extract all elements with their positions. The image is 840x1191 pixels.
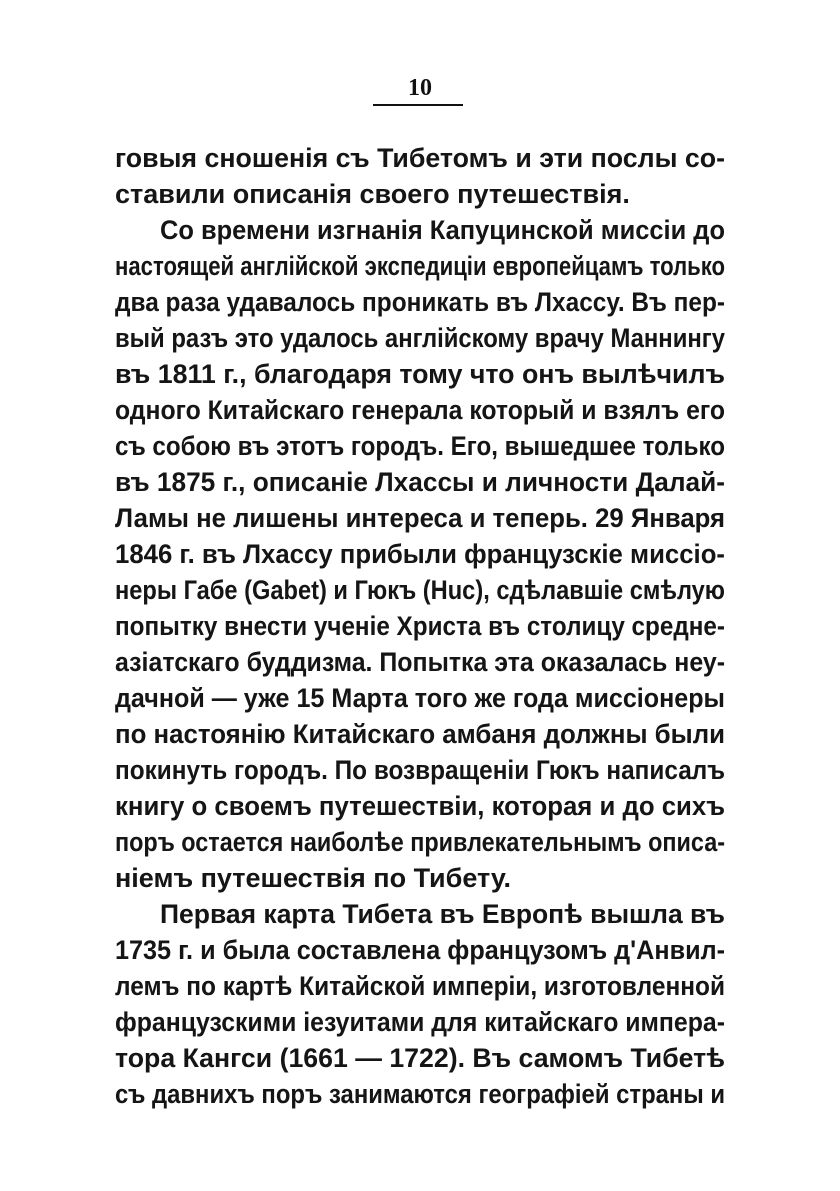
text-line: въ 1811 г., благодаря тому что онъ вылѣчилъ: [115, 359, 725, 389]
text-line: съ собою въ этотъ городъ. Его, вышедшее только: [115, 431, 725, 461]
text-line: Со времени изгнанія Капуцинской миссіи до: [160, 215, 725, 245]
text-line: два раза удавалось проникать въ Лхассу. Въ пер-: [115, 287, 725, 317]
text-line: поръ остается наиболѣе привлекательнымъ описа-: [115, 827, 725, 857]
text-line: французскими іезуитами для китайскаго импера-: [115, 1007, 725, 1037]
text-line: одного Китайскаго генерала который и взялъ его: [115, 395, 725, 425]
text-line: ставили описанія своего путешествія.: [115, 179, 630, 209]
text-line: дачной — уже 15 Марта того же года миссіонеры: [115, 683, 725, 713]
text-line: говыя сношенія съ Тибетомъ и эти послы со-: [115, 143, 725, 173]
text-line: по настоянію Китайскаго амбаня должны были: [115, 719, 725, 749]
text-line: лемъ по картѣ Китайской имперіи, изготовленной: [115, 971, 725, 1001]
text-line: покинуть городъ. По возвращеніи Гюкъ написалъ: [115, 755, 725, 785]
text-line: ніемъ путешествія по Тибету.: [115, 863, 512, 893]
text-line: съ давнихъ поръ занимаются географіей страны и: [115, 1079, 725, 1109]
text-line: вый разъ это удалось англійскому врачу Маннингу: [115, 323, 725, 353]
text-line: попытку внести ученіе Христа въ столицу средне-: [115, 611, 725, 641]
text-line: неры Габе (Gabet) и Гюкъ (Huc), сдѣлавшіе смѣлую: [115, 575, 725, 605]
text-line: тора Кангси (1661 — 1722). Въ самомъ Тибетѣ: [115, 1043, 725, 1073]
text-line: 1846 г. въ Лхассу прибыли французскіе миссіо-: [115, 539, 725, 569]
text-line: 1735 г. и была составлена французомъ д'Анвил-: [115, 935, 725, 965]
page-number: 10: [408, 75, 432, 101]
text-line: въ 1875 г., описаніе Лхассы и личности Далай-: [115, 467, 725, 497]
text-line: Ламы не лишены интереса и теперь. 29 Января: [115, 503, 725, 533]
text-line: книгу о своемъ путешествіи, которая и до сихъ: [115, 791, 725, 821]
text-line: азіатскаго буддизма. Попытка эта оказалась неу-: [115, 647, 725, 677]
text-line: настоящей англійской экспедиціи европейцамъ только: [115, 251, 725, 281]
text-line: Первая карта Тибета въ Европѣ вышла въ: [160, 899, 725, 929]
page-number-rule: [373, 104, 463, 106]
